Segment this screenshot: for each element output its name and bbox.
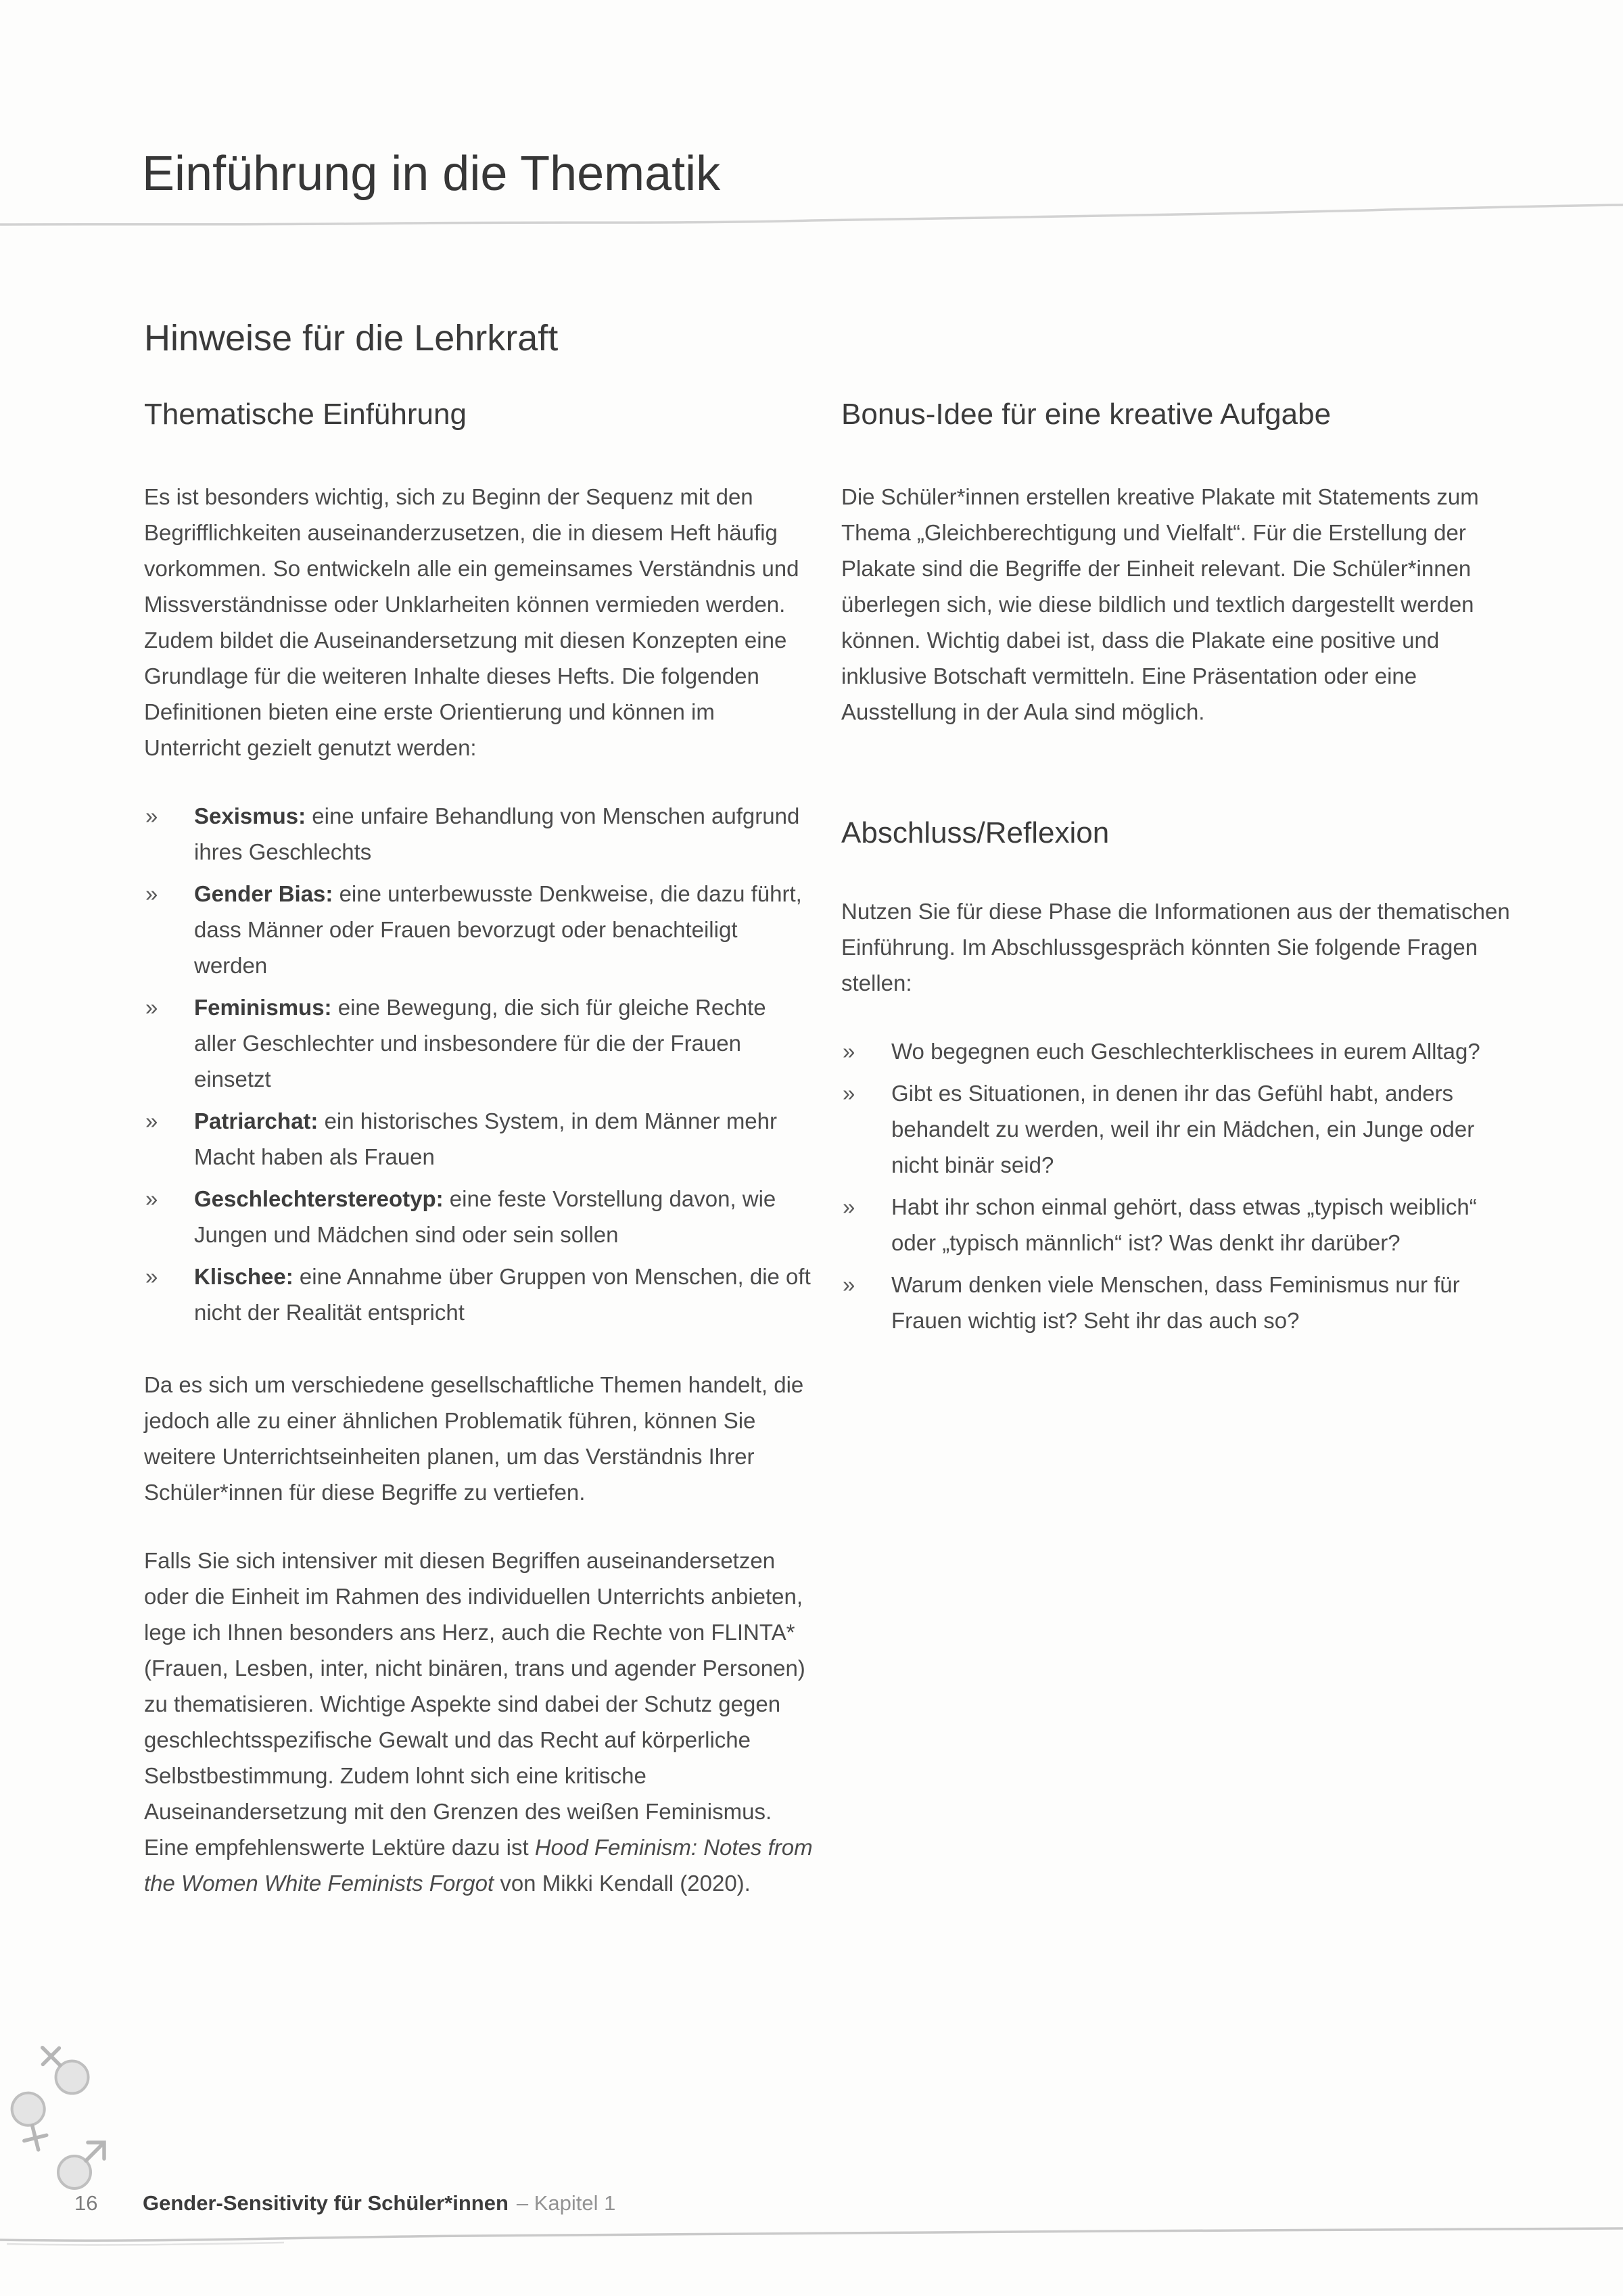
flinta-paragraph-end: von Mikki Kendall (2020). (494, 1871, 751, 1896)
intro-paragraph: Es ist besonders wichtig, sich zu Beginn der Sequenz mit den Begrifflichkeiten auseinanderzusetzen, die in diesem Heft häufig vorkommen. So entwickeln alle ein gemeinsames Verständnis und Missverständnisse oder Unklarheiten können vermieden werden. Zudem bildet die Auseinandersetzung mit diesen Konzepten eine Grundlage für die weiteren Inhalte dieses Hefts. Die folgenden Definitionen bieten eine erste Orientierung und können im Unterricht gezielt genutzt werden: (144, 484, 799, 760)
guillemet-bullet-icon: » (145, 995, 158, 1020)
right-column (841, 398, 1511, 1375)
list-item (841, 1033, 1511, 1069)
definition-text: eine Bewegung, die sich für gleiche Rechte aller Geschlechter und insbesondere für die der Frauen einsetzt (194, 995, 766, 1092)
guillemet-bullet-icon: » (843, 1194, 855, 1219)
definition-term: Patriarchat: (194, 1108, 319, 1133)
definition-text: eine Annahme über Gruppen von Menschen, die oft nicht der Realität entspricht (194, 1264, 811, 1325)
list-item (144, 876, 814, 983)
flinta-paragraph-text: Falls Sie sich intensiver mit diesen Begriffen auseinandersetzen oder die Einheit im Rahmen des individuellen Unterrichts anbieten, lege ich Ihnen besonders ans Herz, auch die Rechte von FLINTA* (Frauen, Lesben, inter, nicht binären, trans und agender Personen) zu thematisieren. Wichtige Aspekte sind dabei der Schutz gegen geschlechtsspezifische Gewalt und das Recht auf körperliche Selbstbestimmung. Zudem lohnt sich eine kritische Auseinandersetzung mit den Grenzen des weißen Feminismus. Eine empfehlenswerte Lektüre dazu ist (144, 1548, 805, 1860)
question-text: Wo begegnen euch Geschlechterklischees in eurem Alltag? (891, 1039, 1480, 1064)
section-title: Hinweise für die Lehrkraft (144, 317, 559, 358)
footer-booklet-title: Gender-Sensitivity für Schüler*innen (143, 2191, 509, 2215)
guillemet-bullet-icon: » (843, 1272, 855, 1297)
definition-text: eine feste Vorstellung davon, wie Jungen und Mädchen sind oder sein sollen (194, 1186, 776, 1247)
definition-term: Gender Bias: (194, 881, 333, 906)
question-text: Warum denken viele Menschen, dass Feminismus nur für Frauen wichtig ist? Seht ihr das auch so? (891, 1272, 1460, 1333)
reflexion-paragraph: Nutzen Sie für diese Phase die Informationen aus der thematischen Einführung. Im Abschlussgespräch könnten Sie folgende Fragen stellen: (841, 899, 1510, 995)
male-icon (49, 2132, 114, 2197)
guillemet-bullet-icon: » (145, 803, 158, 828)
guillemet-bullet-icon: » (843, 1039, 855, 1064)
list-item (144, 1181, 814, 1252)
reflexion-heading: Abschluss/Reflexion (841, 816, 1110, 849)
guillemet-bullet-icon: » (145, 881, 158, 906)
question-text: Gibt es Situationen, in denen ihr das Gefühl habt, anders behandelt zu werden, weil ihr ein Mädchen, ein Junge oder nicht binär seid? (891, 1081, 1475, 1177)
definition-term: Feminismus: (194, 995, 332, 1020)
follow-up-paragraph: Da es sich um verschiedene gesellschaftliche Themen handelt, die jedoch alle zu einer ähnlichen Problematik führen, können Sie weitere Unterrichtseinheiten planen, um das Verständnis Ihrer Schüler*innen für diese Begriffe zu vertiefen. (144, 1372, 804, 1505)
list-item (841, 1267, 1511, 1338)
list-item (144, 1259, 814, 1330)
definition-text: ein historisches System, in dem Männer mehr Macht haben als Frauen (194, 1108, 778, 1169)
page-number: 16 (74, 2191, 98, 2215)
list-item (144, 1103, 814, 1175)
footer-title (143, 2191, 615, 2216)
left-column (144, 398, 814, 1934)
flinta-paragraph (144, 1543, 814, 1901)
list-item (144, 989, 814, 1097)
questions-list (841, 1033, 1511, 1338)
definition-text: eine unfaire Behandlung von Menschen aufgrund ihres Geschlechts (194, 803, 800, 864)
question-text: Habt ihr schon einmal gehört, dass etwas „typisch weiblich“ oder „typisch männlich“ ist? Was denkt ihr darüber? (891, 1194, 1477, 1255)
guillemet-bullet-icon: » (145, 1108, 158, 1133)
guillemet-bullet-icon: » (145, 1186, 158, 1211)
definitions-list (144, 798, 814, 1330)
page-title: Einführung in die Thematik (142, 147, 721, 202)
left-column-heading: Thematische Einführung (144, 398, 467, 431)
definition-text: eine unterbewusste Denkweise, die dazu führt, dass Männer oder Frauen bevorzugt oder benachteiligt werden (194, 881, 802, 978)
definition-term: Sexismus: (194, 803, 306, 828)
book-title: Hood Feminism: Notes from the Women White Feminists Forgot (144, 1835, 813, 1896)
guillemet-bullet-icon: » (843, 1081, 855, 1106)
list-item (841, 1075, 1511, 1183)
definition-term: Klischee: (194, 1264, 293, 1289)
bonus-heading: Bonus-Idee für eine kreative Aufgabe (841, 398, 1332, 431)
footer-divider-line (0, 2217, 1623, 2251)
top-divider-line (0, 197, 1623, 231)
footer-chapter-label: – Kapitel 1 (516, 2191, 616, 2215)
definition-term: Geschlechterstereotyp: (194, 1186, 444, 1211)
list-item (841, 1189, 1511, 1261)
list-item (144, 798, 814, 870)
bonus-paragraph: Die Schüler*innen erstellen kreative Plakate mit Statements zum Thema „Gleichberechtigung und Vielfalt“. Für die Erstellung der Plakate sind die Begriffe der Einheit relevant. Die Schüler*innen überlegen sich, wie diese bildlich und textlich dargestellt werden können. Wichtig dabei ist, dass die Plakate eine positive und inklusive Botschaft vermitteln. Eine Präsentation oder eine Ausstellung in der Aula sind möglich. (841, 484, 1479, 724)
guillemet-bullet-icon: » (145, 1264, 158, 1289)
